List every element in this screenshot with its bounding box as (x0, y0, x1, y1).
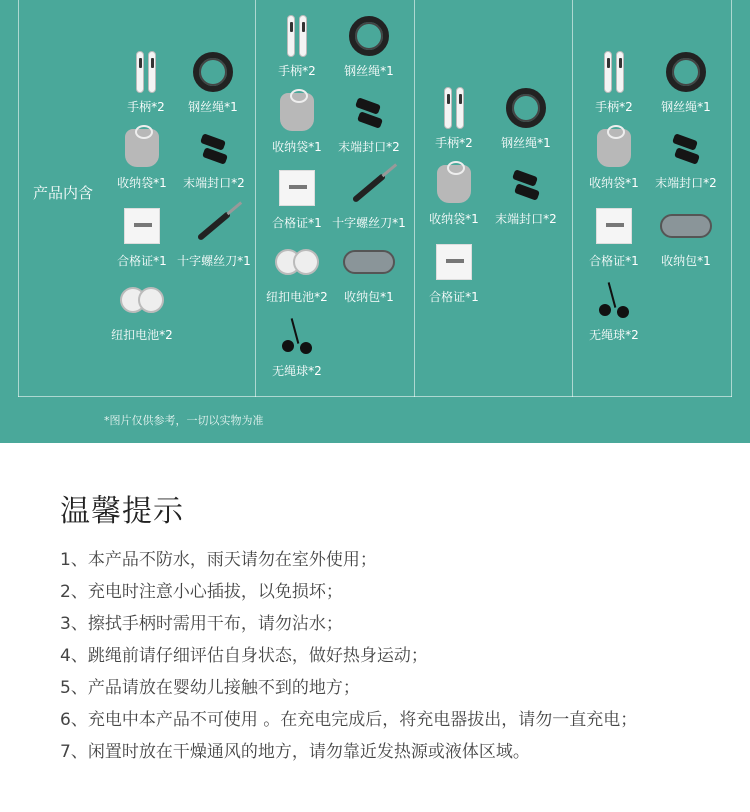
handle-icon (287, 15, 295, 57)
contents-item: 末端封口*2 (329, 86, 409, 154)
bag-icon (437, 165, 471, 203)
table-divider (572, 0, 573, 397)
contents-item: 手柄*2 (106, 46, 186, 114)
contents-item: 合格证*1 (414, 236, 494, 304)
contents-item: 钢丝绳*1 (486, 82, 566, 150)
rope-icon (506, 88, 546, 128)
contents-item: 收纳袋*1 (574, 122, 654, 190)
bag-icon (597, 129, 631, 167)
certificate-icon (596, 208, 632, 244)
contents-item: 合格证*1 (574, 200, 654, 268)
contents-item: 合格证*1 (102, 200, 182, 268)
contents-item: 十字螺丝刀*1 (329, 162, 409, 230)
screwdriver-icon (352, 173, 386, 203)
contents-item: 无绳球*2 (257, 310, 337, 378)
case-icon (343, 250, 395, 274)
certificate-icon (279, 170, 315, 206)
tip-item: 7、闲置时放在干燥通风的地方，请勿靠近发热源或液体区域。 (60, 742, 530, 762)
contents-item: 手柄*2 (414, 82, 494, 150)
cordless-ball-icon (280, 316, 314, 356)
table-divider (255, 0, 256, 397)
contents-item: 纽扣电池*2 (102, 274, 182, 342)
tip-item: 5、产品请放在婴幼儿接触不到的地方； (60, 678, 360, 698)
contents-item: 末端封口*2 (646, 122, 726, 190)
certificate-icon (436, 244, 472, 280)
contents-item: 钢丝绳*1 (646, 46, 726, 114)
rope-icon (349, 16, 389, 56)
contents-item: 收纳袋*1 (102, 122, 182, 190)
bag-icon (125, 129, 159, 167)
handle-icon (136, 51, 144, 93)
contents-item: 无绳球*2 (574, 274, 654, 342)
tip-item: 6、充电中本产品不可使用 。在充电完成后，将充电器拔出，请勿一直充电； (60, 710, 638, 730)
contents-item: 收纳包*1 (646, 200, 726, 268)
handle-icon (148, 51, 156, 93)
table-divider (731, 0, 732, 397)
contents-item: 收纳包*1 (329, 236, 409, 304)
tips-title: 温馨提示 (60, 494, 184, 529)
handle-icon (456, 87, 464, 129)
rope-icon (666, 52, 706, 92)
end-cap-icon (511, 167, 541, 201)
tip-item: 2、充电时注意小心插拔，以免损坏； (60, 582, 343, 602)
tip-item: 3、擦拭手柄时需用干布，请勿沾水； (60, 614, 343, 634)
end-cap-icon (671, 131, 701, 165)
row-label: 产品内含 (32, 184, 93, 202)
case-icon (660, 214, 712, 238)
tip-item: 4、跳绳前请仔细评估自身状态，做好热身运动； (60, 646, 428, 666)
tip-item: 1、本产品不防水，雨天请勿在室外使用； (60, 550, 377, 570)
end-cap-icon (354, 95, 384, 129)
contents-item: 收纳袋*1 (414, 158, 494, 226)
table-bottom-border (18, 396, 732, 397)
contents-item: 钢丝绳*1 (173, 46, 253, 114)
handle-icon (604, 51, 612, 93)
bag-icon (280, 93, 314, 131)
contents-item: 纽扣电池*2 (257, 236, 337, 304)
certificate-icon (124, 208, 160, 244)
cordless-ball-icon (597, 280, 631, 320)
button-battery-icon (293, 249, 319, 275)
disclaimer-note: *图片仅供参考，一切以实物为准 (104, 414, 264, 427)
handle-icon (444, 87, 452, 129)
contents-item: 收纳袋*1 (257, 86, 337, 154)
contents-item: 合格证*1 (257, 162, 337, 230)
contents-item: 手柄*2 (574, 46, 654, 114)
contents-item: 十字螺丝刀*1 (174, 200, 254, 268)
contents-item: 手柄*2 (257, 10, 337, 78)
contents-item: 钢丝绳*1 (329, 10, 409, 78)
handle-icon (299, 15, 307, 57)
handle-icon (616, 51, 624, 93)
end-cap-icon (199, 131, 229, 165)
tips-list (60, 548, 637, 772)
contents-item: 末端封口*2 (486, 158, 566, 226)
screwdriver-icon (197, 211, 231, 241)
button-battery-icon (138, 287, 164, 313)
rope-icon (193, 52, 233, 92)
contents-item: 末端封口*2 (174, 122, 254, 190)
